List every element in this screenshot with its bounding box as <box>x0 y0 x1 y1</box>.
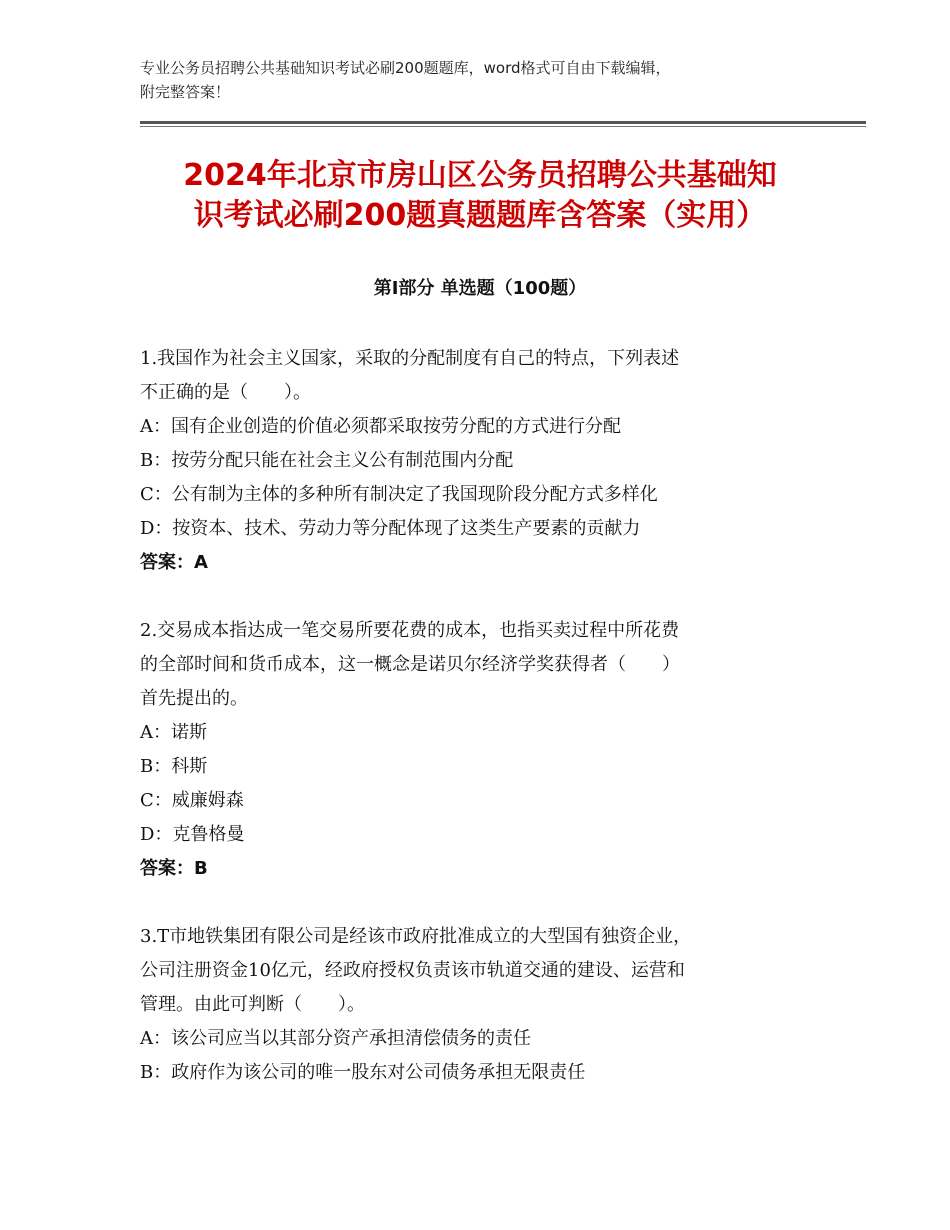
answer-label: 答案：B <box>140 858 208 879</box>
option-b: B：按劳分配只能在社会主义公有制范围内分配 <box>140 450 514 471</box>
question-stem-line: 首先提出的。 <box>140 688 248 709</box>
option-b: B：科斯 <box>140 756 208 777</box>
answer-label: 答案：A <box>140 552 208 573</box>
header-divider-thin <box>140 126 866 127</box>
question-stem-line: 1.我国作为社会主义国家，采取的分配制度有自己的特点，下列表述 <box>140 348 680 369</box>
question-stem-line: 不正确的是（ ）。 <box>140 382 311 403</box>
document-title <box>140 156 820 236</box>
section-title: 第I部分 单选题（100题） <box>373 278 587 299</box>
option-d: D：按资本、技术、劳动力等分配体现了这类生产要素的贡献力 <box>140 518 641 539</box>
option-b: B：政府作为该公司的唯一股东对公司债务承担无限责任 <box>140 1062 586 1083</box>
option-a: A：该公司应当以其部分资产承担清偿债务的责任 <box>140 1028 531 1049</box>
header-note-line1: 专业公务员招聘公共基础知识考试必刷200题题库，word格式可自由下载编辑， <box>140 59 671 77</box>
option-c: C：公有制为主体的多种所有制决定了我国现阶段分配方式多样化 <box>140 484 658 505</box>
question-stem-line: 的全部时间和货币成本，这一概念是诺贝尔经济学奖获得者（ ） <box>140 654 680 675</box>
question-stem-line: 2.交易成本指达成一笔交易所要花费的成本，也指买卖过程中所花费 <box>140 620 680 641</box>
question-2 <box>140 614 810 886</box>
question-stem-line: 3.T市地铁集团有限公司是经该市政府批准成立的大型国有独资企业， <box>140 926 692 947</box>
document-title-line2: 识考试必刷200题真题题库含答案（实用） <box>193 198 767 233</box>
question-stem-line: 管理。由此可判断（ ）。 <box>140 994 365 1015</box>
option-d: D：克鲁格曼 <box>140 824 245 845</box>
option-c: C：威廉姆森 <box>140 790 244 811</box>
document-title-line1: 2024年北京市房山区公务员招聘公共基础知 <box>183 158 777 193</box>
header-note-line2: 附完整答案！ <box>140 83 231 101</box>
question-list <box>140 342 810 1124</box>
question-3 <box>140 920 810 1090</box>
question-stem-line: 公司注册资金10亿元，经政府授权负责该市轨道交通的建设、运营和 <box>140 960 685 981</box>
header-note <box>140 56 820 104</box>
question-1 <box>140 342 810 580</box>
header-divider-thick <box>140 121 866 124</box>
option-a: A：国有企业创造的价值必须都采取按劳分配的方式进行分配 <box>140 416 621 437</box>
option-a: A：诺斯 <box>140 722 207 743</box>
